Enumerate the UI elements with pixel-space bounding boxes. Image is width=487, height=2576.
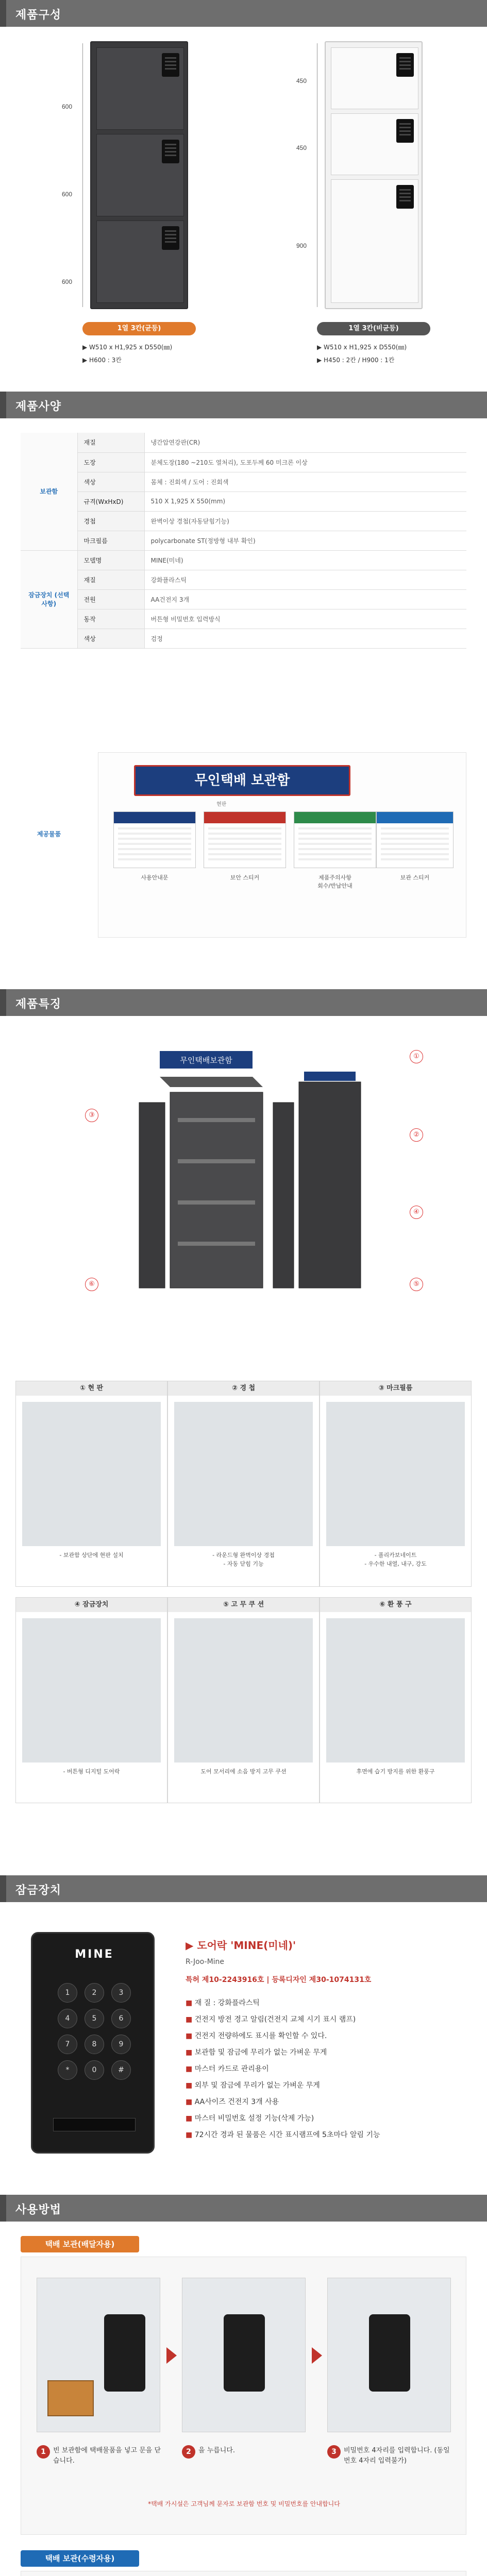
feature-head: ④ 잠금장치 xyxy=(16,1598,167,1612)
lock-key: # xyxy=(111,2060,131,2080)
spec-row xyxy=(21,609,466,629)
spec-row xyxy=(21,472,466,492)
spec-value: polycarbonate ST(정방형 내부 확인) xyxy=(144,531,466,550)
sticker-caption: 제품주의사항 회수/반납안내 xyxy=(317,874,352,889)
composition-title: 제품구성 xyxy=(15,9,62,22)
sticker-header xyxy=(204,812,286,823)
lock-section-title: 잠금장치 xyxy=(15,1884,62,1897)
feature-card xyxy=(167,1597,320,1803)
feature-card xyxy=(320,1597,472,1803)
feature-caption: 후면에 습기 방지를 위한 환풍구 xyxy=(356,1768,435,1775)
howto-note: *택배 가시설은 고객님께 문자로 보관함 번호 및 비밀번호를 안내합니다 xyxy=(148,2500,340,2507)
sticker-caption: 보관 스티커 xyxy=(400,874,430,881)
lock-feature-list xyxy=(186,1995,380,2143)
feature-head: ① 현 판 xyxy=(16,1381,167,1396)
spec-value: 버튼형 비밀번호 입력방식 xyxy=(144,609,466,629)
sticker-body xyxy=(298,827,372,863)
howto-title: 사용방법 xyxy=(15,2204,62,2216)
sticker-body xyxy=(118,827,191,863)
sticker-card xyxy=(113,811,196,868)
feature-image xyxy=(326,1402,465,1546)
feature-image xyxy=(22,1618,161,1762)
lock-keypad xyxy=(54,1980,135,2083)
lock-feature-item: ■ 마스터 카드로 관리용이 xyxy=(186,2061,380,2077)
option-label: 제공물품 xyxy=(37,831,61,838)
sticker-header xyxy=(114,812,195,823)
header-deco xyxy=(0,0,6,27)
composition-section xyxy=(0,0,487,392)
lock-title: ▶ 도어락 'MINE(미네)' xyxy=(186,1939,296,1952)
features-header xyxy=(0,989,487,1016)
spec-key: 색상 xyxy=(77,472,144,492)
spec-value: 완벽이상 경첩(자동닫힘기능) xyxy=(144,511,466,531)
locker-door xyxy=(96,134,184,216)
spec-key: 전원 xyxy=(77,589,144,609)
door-lock-image xyxy=(31,1932,155,2154)
composition-left-line-2: ▶ H600 : 3칸 xyxy=(82,357,122,364)
exploded-top xyxy=(160,1077,263,1087)
spec-group-label: 보관함 xyxy=(21,433,77,550)
feature-caption: - 버튼형 디지털 도어락 xyxy=(63,1768,120,1775)
lock-feature-item: ■ 72시간 경과 된 물품은 시간 표시램프에 5초마다 알림 기능 xyxy=(186,2127,380,2143)
right-dim-3: 900 xyxy=(296,242,307,249)
spec-value: 강화플라스틱 xyxy=(144,570,466,589)
howto-store-tag: 택배 보관(배달자용) xyxy=(21,2236,139,2252)
step-number: 3 xyxy=(327,2445,341,2459)
sticker-card xyxy=(294,811,376,868)
spec-key: 도장 xyxy=(77,452,144,472)
spec-key: 규격(WxHxD) xyxy=(77,492,144,511)
feature-image xyxy=(174,1402,313,1546)
sticker-header xyxy=(294,812,376,823)
callout-3: ③ xyxy=(85,1109,98,1122)
feature-image xyxy=(22,1402,161,1546)
signboard-caption: 현판 xyxy=(216,802,227,807)
howto-collect-tag: 택배 보관(수령자용) xyxy=(21,2550,139,2567)
composition-tag-right: 1열 3칸(비균등) xyxy=(317,322,430,335)
lock-key: 5 xyxy=(85,2009,104,2028)
spec-row xyxy=(21,433,466,452)
signboard-banner: 무인택배 보관함 xyxy=(134,765,350,796)
locker-door xyxy=(331,179,418,303)
features-section xyxy=(0,989,487,1875)
howto-section xyxy=(0,2195,487,2576)
feature-caption: - 폴리카보네이트 - 우수한 내열, 내구, 강도 xyxy=(364,1552,427,1567)
step-arrow-icon xyxy=(166,2347,177,2364)
step-text: 비밀번호 4자리를 입력합니다. (동일번호 4자리 입력불가) xyxy=(344,2447,450,2465)
locker-equal-image xyxy=(90,41,188,309)
locker-door xyxy=(331,113,418,175)
feature-head: ② 경 첩 xyxy=(168,1381,319,1396)
callout-2: ② xyxy=(410,1128,423,1142)
lock-section xyxy=(0,1875,487,2195)
step-text: 빈 보관함에 택배물품을 넣고 문을 닫습니다. xyxy=(53,2447,161,2465)
lock-feature-item: ■ AA사이즈 건전지 3개 사용 xyxy=(186,2094,380,2110)
step-image xyxy=(182,2278,306,2432)
exploded-shelf xyxy=(178,1118,255,1122)
keypad-icon xyxy=(162,226,179,250)
sticker-caption: 보안 스티커 xyxy=(230,874,260,881)
lock-header xyxy=(0,1875,487,1902)
lock-feature-item: ■ 건전지 방전 경고 알림(건전지 교체 시기 표시 램프) xyxy=(186,2011,380,2028)
spec-value: MINE(미네) xyxy=(144,550,466,570)
composition-right-line-2: ▶ H450 : 2칸 / H900 : 1칸 xyxy=(317,357,395,364)
right-dim-1: 450 xyxy=(296,77,307,84)
lock-feature-item: ■ 마스터 비밀번호 설정 기능(삭제 가능) xyxy=(186,2110,380,2127)
spec-key: 마크필름 xyxy=(77,531,144,550)
composition-left-line-1: ▶ W510 x H1,925 x D550(㎜) xyxy=(82,344,173,351)
step-number: 2 xyxy=(182,2445,195,2459)
lock-key: 0 xyxy=(85,2060,104,2080)
howto-header xyxy=(0,2195,487,2222)
exploded-door xyxy=(273,1103,294,1288)
feature-head: ⑥ 환 풍 구 xyxy=(320,1598,471,1612)
step-number: 1 xyxy=(37,2445,50,2459)
feature-caption: 도어 모서리에 소음 방지 고무 쿠션 xyxy=(200,1768,287,1775)
spec-key: 모델명 xyxy=(77,550,144,570)
step-arrow-icon xyxy=(312,2347,322,2364)
feature-caption: - 라운드형 완벽이상 경첩 - 자동 닫힘 기능 xyxy=(212,1552,275,1567)
feature-card xyxy=(167,1381,320,1587)
callout-5: ⑤ xyxy=(410,1278,423,1291)
lock-key: 7 xyxy=(58,2035,77,2054)
locker-door xyxy=(96,47,184,130)
spec-row xyxy=(21,550,466,570)
keypad-icon xyxy=(162,53,179,77)
mini-lock xyxy=(104,2314,145,2392)
spec-row xyxy=(21,492,466,511)
spec-row xyxy=(21,570,466,589)
spec-key: 경첩 xyxy=(77,511,144,531)
spec-group-label: 잠금장치 (선택사항) xyxy=(21,550,77,648)
feature-image xyxy=(326,1618,465,1762)
lock-card-slot xyxy=(53,2118,136,2131)
keypad-icon xyxy=(396,53,414,77)
spec-key: 재질 xyxy=(77,433,144,452)
spec-row xyxy=(21,531,466,550)
spec-row xyxy=(21,452,466,472)
lock-key: * xyxy=(58,2060,77,2080)
feature-image xyxy=(174,1618,313,1762)
sticker-caption: 사용안내문 xyxy=(141,874,169,881)
feature-head: ③ 마크필름 xyxy=(320,1381,471,1396)
lock-logo: MINE xyxy=(75,1948,114,1961)
left-dim-line xyxy=(82,43,83,307)
exploded-shelf xyxy=(178,1159,255,1163)
spec-key: 재질 xyxy=(77,570,144,589)
exploded-view-illustration xyxy=(129,1046,366,1303)
lock-key: 3 xyxy=(111,1983,131,2003)
spec-header xyxy=(0,392,487,418)
lock-feature-item: ■ 재 질 : 강화플라스틱 xyxy=(186,1995,380,2011)
lock-key: 4 xyxy=(58,2009,77,2028)
spec-row xyxy=(21,629,466,648)
lock-subtitle: R-Joo-Mine xyxy=(186,1958,225,1966)
exploded-shelf xyxy=(178,1200,255,1205)
right-dim-2: 450 xyxy=(296,144,307,151)
locker-unequal-image xyxy=(325,41,423,309)
left-dim-1: 600 xyxy=(62,103,73,110)
spec-value: 검정 xyxy=(144,629,466,648)
mini-lock xyxy=(369,2314,410,2392)
feature-caption: - 보관함 상단에 현판 설치 xyxy=(59,1552,124,1558)
mini-lock xyxy=(224,2314,265,2392)
composition-header xyxy=(0,0,487,27)
spec-value: 냉간압연강판(CR) xyxy=(144,433,466,452)
spec-key: 색상 xyxy=(77,629,144,648)
header-deco xyxy=(0,989,6,1016)
lock-patent: 특허 제10-2243916호 | 등록디자인 제30-1074131호 xyxy=(186,1976,372,1984)
sticker-card xyxy=(204,811,286,868)
callout-1: ① xyxy=(410,1050,423,1063)
exploded-assembled-sign xyxy=(304,1072,356,1081)
keypad-icon xyxy=(396,185,414,209)
sticker-card xyxy=(376,811,454,868)
exploded-sign-text: 무인택배보관함 xyxy=(180,1056,232,1065)
sticker-header xyxy=(377,812,453,823)
keypad-icon xyxy=(396,119,414,143)
lock-feature-item: ■ 건전지 전량하에도 표시를 확인할 수 있다. xyxy=(186,2028,380,2044)
feature-card xyxy=(15,1597,167,1803)
step-text: 을 누릅니다. xyxy=(198,2447,236,2454)
lock-key: 2 xyxy=(85,1983,104,2003)
callout-6: ⑥ xyxy=(85,1278,98,1291)
sticker-body xyxy=(381,827,449,863)
howto-collect-panel xyxy=(21,2571,466,2576)
spec-key: 동작 xyxy=(77,609,144,629)
spec-title: 제품사양 xyxy=(15,400,62,413)
parcel-box xyxy=(47,2380,94,2416)
exploded-assembled-locker xyxy=(299,1082,361,1288)
header-deco xyxy=(0,1875,6,1902)
lock-key: 9 xyxy=(111,2035,131,2054)
callout-4: ④ xyxy=(410,1206,423,1219)
feature-card xyxy=(15,1381,167,1587)
composition-right-line-1: ▶ W510 x H1,925 x D550(㎜) xyxy=(317,344,407,351)
spec-value: AA건전지 3개 xyxy=(144,589,466,609)
spec-value: 분체도장(180 ~210도 열처리), 도포두께 60 미크론 이상 xyxy=(144,452,466,472)
step-image xyxy=(327,2278,451,2432)
lock-feature-item: ■ 외부 및 잠금에 무리가 없는 가벼운 무게 xyxy=(186,2077,380,2094)
feature-card xyxy=(320,1381,472,1587)
spec-value: 510 X 1,925 X 550(mm) xyxy=(144,492,466,511)
header-deco xyxy=(0,392,6,418)
feature-head: ⑤ 고 무 쿠 션 xyxy=(168,1598,319,1612)
spec-section xyxy=(0,392,487,989)
left-dim-3: 600 xyxy=(62,278,73,285)
keypad-icon xyxy=(162,140,179,163)
lock-key: 8 xyxy=(85,2035,104,2054)
composition-tag-left: 1열 3칸(균등) xyxy=(82,322,196,335)
lock-key: 1 xyxy=(58,1983,77,2003)
exploded-side-panel xyxy=(139,1103,165,1288)
lock-feature-item: ■ 보관함 및 잠금에 무리가 없는 가벼운 무게 xyxy=(186,2044,380,2061)
locker-door xyxy=(331,47,418,109)
howto-store-panel xyxy=(21,2257,466,2535)
header-deco xyxy=(0,2195,6,2222)
features-title: 제품특징 xyxy=(15,998,62,1011)
sticker-body xyxy=(208,827,281,863)
left-dim-2: 600 xyxy=(62,191,73,198)
step-image xyxy=(37,2278,160,2432)
exploded-shelf xyxy=(178,1242,255,1246)
spec-row xyxy=(21,589,466,609)
spec-value: 몸체 : 진회색 / 도어 : 진회색 xyxy=(144,472,466,492)
spec-row xyxy=(21,511,466,531)
locker-door xyxy=(96,221,184,303)
spec-table xyxy=(21,433,466,649)
lock-key: 6 xyxy=(111,2009,131,2028)
